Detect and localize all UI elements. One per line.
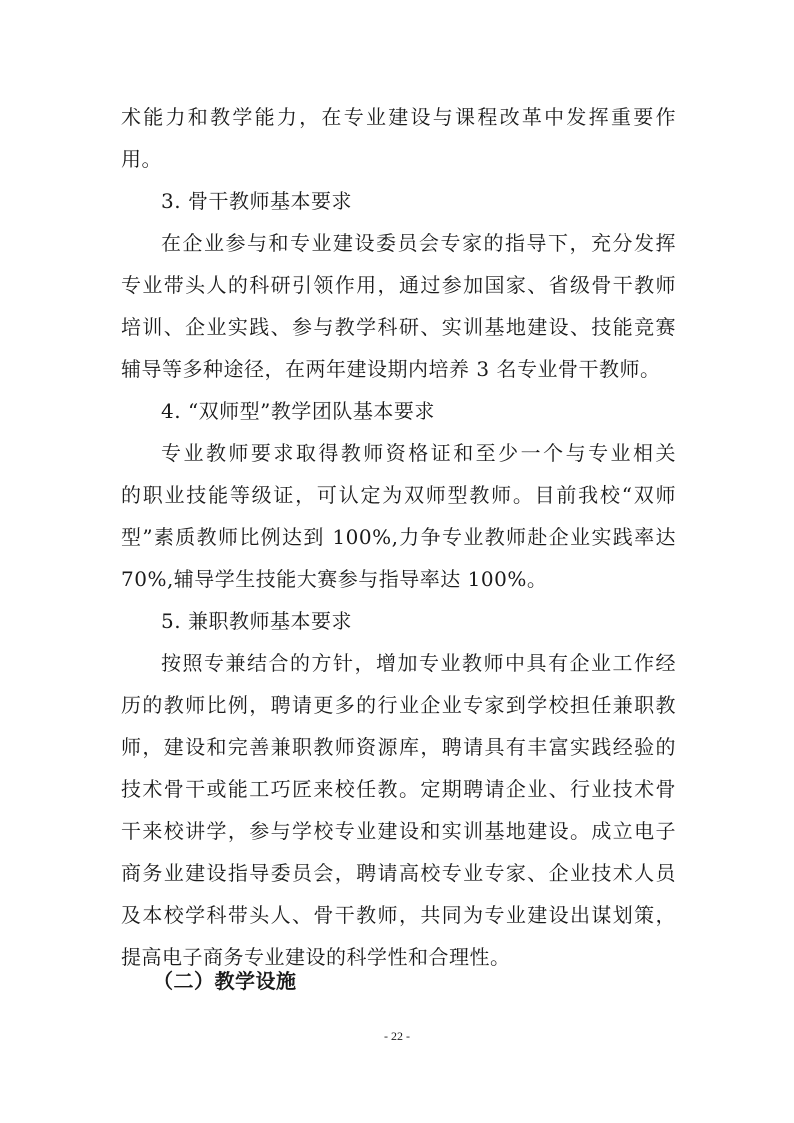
body-text-line: 师，建设和完善兼职教师资源库，聘请具有丰富实践经验的 bbox=[121, 735, 676, 759]
body-text-line: 培训、企业实践、参与教学科研、实训基地建设、技能竞赛 bbox=[121, 315, 676, 339]
section-heading: 4. “双师型”教学团队基本要求 bbox=[161, 399, 435, 423]
body-text-line: 术能力和教学能力，在专业建设与课程改革中发挥重要作 bbox=[121, 105, 676, 129]
body-text-line: 在企业参与和专业建设委员会专家的指导下，充分发挥 bbox=[161, 231, 676, 255]
body-text-line: 干来校讲学，参与学校专业建设和实训基地建设。成立电子 bbox=[121, 819, 676, 843]
body-text-line: 的职业技能等级证，可认定为双师型教师。目前我校“双师 bbox=[121, 483, 676, 507]
page-number: - 22 - bbox=[384, 1029, 410, 1043]
body-text-line: 及本校学科带头人、骨干教师，共同为专业建设出谋划策， bbox=[121, 903, 676, 927]
body-text-line: 历的教师比例，聘请更多的行业企业专家到学校担任兼职教 bbox=[121, 693, 676, 717]
body-text-line: 技术骨干或能工巧匠来校任教。定期聘请企业、行业技术骨 bbox=[121, 777, 676, 801]
body-text-line: 专业带头人的科研引领作用，通过参加国家、省级骨干教师 bbox=[121, 273, 676, 297]
body-text-line: 按照专兼结合的方针，增加专业教师中具有企业工作经 bbox=[161, 651, 676, 675]
body-text-line: 70%,辅导学生技能大赛参与指导率达 100%。 bbox=[121, 567, 548, 591]
body-text-line: 型”素质教师比例达到 100%,力争专业教师赴企业实践率达 bbox=[121, 525, 676, 549]
section-heading-bold: （二）教学设施 bbox=[153, 969, 297, 993]
body-text-line: 专业教师要求取得教师资格证和至少一个与专业相关 bbox=[161, 441, 676, 465]
section-heading: 5. 兼职教师基本要求 bbox=[161, 609, 352, 633]
body-text-line: 用。 bbox=[121, 147, 162, 171]
body-text-line: 商务业建设指导委员会，聘请高校专业专家、企业技术人员 bbox=[121, 861, 676, 885]
body-text-line: 辅导等多种途径，在两年建设期内培养 3 名专业骨干教师。 bbox=[121, 357, 661, 381]
body-text-line: 提高电子商务专业建设的科学性和合理性。 bbox=[121, 945, 511, 969]
section-heading: 3. 骨干教师基本要求 bbox=[161, 189, 352, 213]
